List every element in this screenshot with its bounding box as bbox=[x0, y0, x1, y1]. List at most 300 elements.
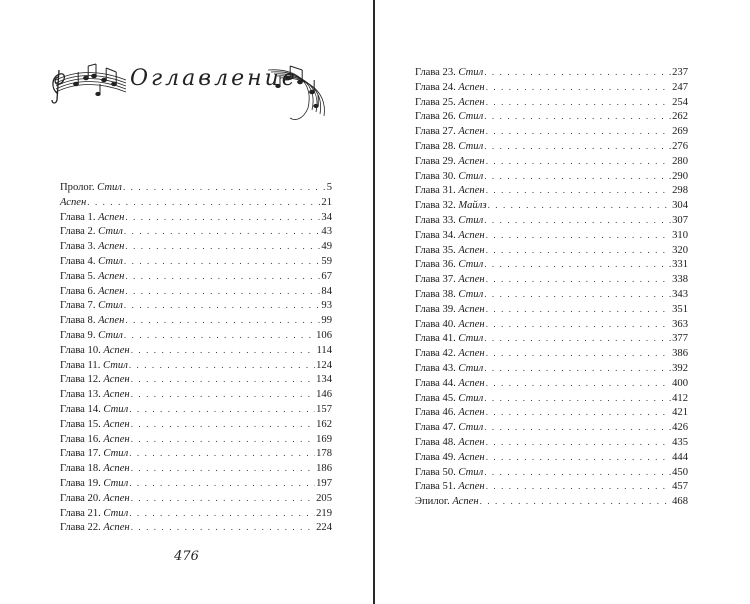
narrator-name: Аспен bbox=[458, 185, 485, 197]
leader-dots bbox=[486, 346, 671, 361]
toc-entry-label bbox=[60, 433, 130, 448]
toc-entry bbox=[415, 287, 688, 302]
toc-entry bbox=[415, 361, 688, 376]
leader-dots bbox=[486, 435, 671, 450]
narrator-name: Стил bbox=[458, 111, 484, 123]
toc-entry-label bbox=[415, 273, 485, 288]
leader-dots bbox=[484, 287, 671, 302]
toc-page-number: 392 bbox=[672, 362, 688, 374]
chapter-number: Глава 20. bbox=[60, 492, 104, 504]
toc-entry bbox=[60, 520, 332, 535]
narrator-name: Стил bbox=[458, 422, 484, 434]
leader-dots bbox=[484, 420, 671, 435]
toc-entry bbox=[60, 446, 332, 461]
chapter-number: Глава 31. bbox=[415, 185, 459, 197]
toc-page-number: 320 bbox=[672, 244, 688, 256]
toc-page-number: 426 bbox=[672, 422, 688, 434]
narrator-name: Майлз bbox=[458, 200, 487, 212]
narrator-name: Аспен bbox=[458, 318, 485, 330]
toc-page-number: 124 bbox=[316, 359, 332, 371]
toc-entry bbox=[60, 269, 332, 284]
narrator-name: Аспен bbox=[103, 418, 130, 430]
toc-entry bbox=[415, 465, 688, 480]
toc-page-number: 219 bbox=[316, 507, 332, 519]
toc-entry-label bbox=[415, 81, 485, 96]
toc-page-number: 21 bbox=[321, 196, 332, 208]
narrator-name: Аспен bbox=[458, 155, 485, 167]
toc-entry-label bbox=[60, 285, 124, 300]
toc-entry-label bbox=[415, 421, 483, 436]
narrator-name: Стил bbox=[458, 288, 484, 300]
chapter-number: Глава 48. bbox=[415, 436, 459, 448]
toc-entry bbox=[60, 387, 332, 402]
toc-page-number: 5 bbox=[326, 182, 332, 193]
leader-dots bbox=[484, 391, 671, 406]
narrator-name: Аспен bbox=[458, 81, 485, 93]
leader-dots bbox=[486, 154, 671, 169]
leader-dots bbox=[484, 139, 671, 154]
toc-page-number: 114 bbox=[316, 344, 332, 356]
toc-page-number: 351 bbox=[672, 303, 688, 315]
chapter-number: Глава 41. bbox=[415, 333, 459, 345]
chapter-number: Глава 50. bbox=[415, 466, 459, 478]
toc-page-number: 43 bbox=[321, 226, 332, 238]
toc-page-number: 186 bbox=[316, 463, 332, 475]
toc-page-number: 34 bbox=[321, 211, 332, 223]
leader-dots bbox=[480, 494, 671, 509]
narrator-name: Аспен bbox=[452, 496, 479, 508]
chapter-number: Глава 40. bbox=[415, 318, 459, 330]
toc-entry bbox=[60, 239, 332, 254]
chapter-number: Глава 42. bbox=[415, 348, 459, 360]
toc-entry bbox=[415, 154, 688, 169]
toc-entry bbox=[60, 372, 332, 387]
toc-page-number: 363 bbox=[672, 318, 688, 330]
chapter-number: Глава 45. bbox=[415, 392, 459, 404]
toc-list-left bbox=[60, 180, 332, 535]
toc-page-number: 450 bbox=[672, 466, 688, 478]
toc-entry bbox=[415, 450, 688, 465]
leader-dots bbox=[124, 298, 320, 313]
leader-dots bbox=[486, 479, 671, 494]
left-page bbox=[0, 0, 373, 604]
toc-entry-label bbox=[60, 329, 123, 344]
toc-page-number: 134 bbox=[316, 374, 332, 386]
narrator-name: Стил bbox=[103, 448, 129, 460]
chapter-number: Глава 24. bbox=[415, 81, 459, 93]
toc-entry-label bbox=[60, 255, 123, 270]
leader-dots bbox=[484, 213, 671, 228]
toc-entry-label bbox=[60, 240, 124, 255]
leader-dots bbox=[486, 302, 671, 317]
toc-entry bbox=[60, 461, 332, 476]
toc-entry bbox=[415, 95, 688, 110]
toc-entry-label bbox=[415, 436, 485, 451]
chapter-number: Глава 30. bbox=[415, 170, 459, 182]
chapter-number: Глава 4. bbox=[60, 255, 99, 267]
chapter-number: Глава 47. bbox=[415, 422, 459, 434]
narrator-name: Аспен bbox=[103, 522, 130, 534]
leader-dots bbox=[131, 491, 315, 506]
toc-entry-label bbox=[60, 388, 130, 403]
toc-entry-label bbox=[60, 211, 124, 226]
narrator-name: Аспен bbox=[458, 451, 485, 463]
toc-entry-label bbox=[415, 362, 483, 377]
chapter-number: Глава 43. bbox=[415, 362, 459, 374]
narrator-name: Аспен bbox=[458, 348, 485, 360]
leader-dots bbox=[129, 446, 315, 461]
chapter-number: Глава 6. bbox=[60, 285, 99, 297]
toc-entry bbox=[60, 298, 332, 313]
narrator-name: Стил bbox=[97, 182, 122, 193]
leader-dots bbox=[124, 328, 315, 343]
toc-entry bbox=[415, 109, 688, 124]
toc-page-number: 304 bbox=[672, 200, 688, 212]
narrator-name: Аспен bbox=[103, 463, 130, 475]
toc-entry bbox=[60, 402, 332, 417]
narrator-name: Стил bbox=[458, 466, 484, 478]
chapter-number: Глава 2. bbox=[60, 226, 99, 238]
toc-entry-label bbox=[415, 495, 479, 510]
chapter-number: Глава 22. bbox=[60, 522, 104, 534]
toc-entry-label bbox=[415, 170, 483, 185]
chapter-number: Пролог. bbox=[60, 182, 98, 193]
chapter-number: Глава 3. bbox=[60, 241, 99, 253]
leader-dots bbox=[484, 465, 671, 480]
narrator-name: Стил bbox=[458, 214, 484, 226]
toc-page-number: 386 bbox=[672, 348, 688, 360]
toc-entry bbox=[415, 183, 688, 198]
chapter-number: Глава 13. bbox=[60, 389, 104, 401]
chapter-number: Глава 14. bbox=[60, 403, 104, 415]
narrator-name: Аспен bbox=[458, 126, 485, 138]
toc-page-number: 435 bbox=[672, 436, 688, 448]
toc-page-number: 197 bbox=[316, 477, 332, 489]
narrator-name: Стил bbox=[103, 477, 129, 489]
chapter-number: Глава 36. bbox=[415, 259, 459, 271]
toc-entry bbox=[415, 198, 688, 213]
toc-page-number: 276 bbox=[672, 140, 688, 152]
leader-dots bbox=[129, 506, 315, 521]
leader-dots bbox=[125, 284, 320, 299]
toc-entry bbox=[415, 331, 688, 346]
narrator-name: Аспен bbox=[98, 285, 125, 297]
toc-entry-label bbox=[415, 96, 485, 111]
toc-entry bbox=[415, 213, 688, 228]
toc-entry-label bbox=[415, 318, 485, 333]
toc-entry bbox=[60, 417, 332, 432]
toc-entry-label bbox=[415, 332, 483, 347]
leader-dots bbox=[486, 95, 671, 110]
toc-page-number: 310 bbox=[672, 229, 688, 241]
toc-page-number: 262 bbox=[672, 111, 688, 123]
leader-dots bbox=[486, 80, 671, 95]
chapter-number: Глава 38. bbox=[415, 288, 459, 300]
contents-heading bbox=[46, 48, 336, 128]
narrator-name: Стил bbox=[98, 226, 123, 238]
toc-page-number: 298 bbox=[672, 185, 688, 197]
page-number: 476 bbox=[174, 549, 199, 564]
leader-dots bbox=[484, 331, 671, 346]
chapter-number: Глава 5. bbox=[60, 270, 99, 282]
toc-entry bbox=[415, 272, 688, 287]
toc-entry bbox=[60, 224, 332, 239]
toc-entry-label bbox=[415, 214, 483, 229]
toc-entry-label bbox=[415, 66, 483, 81]
toc-page-number: 59 bbox=[321, 255, 332, 267]
toc-entry bbox=[60, 358, 332, 373]
chapter-number: Глава 32. bbox=[415, 200, 459, 212]
toc-page-number: 338 bbox=[672, 274, 688, 286]
toc-entry bbox=[415, 405, 688, 420]
narrator-name: Аспен bbox=[98, 211, 125, 223]
leader-dots bbox=[486, 317, 671, 332]
toc-entry-label bbox=[60, 477, 128, 492]
toc-entry-label bbox=[415, 288, 483, 303]
toc-entry-label bbox=[415, 480, 485, 495]
toc-entry-label bbox=[60, 270, 124, 285]
toc-entry-label bbox=[415, 406, 485, 421]
leader-dots bbox=[131, 461, 315, 476]
leader-dots bbox=[131, 417, 315, 432]
toc-list-right bbox=[415, 65, 688, 509]
leader-dots bbox=[125, 313, 320, 328]
chapter-number: Глава 8. bbox=[60, 315, 99, 327]
toc-page-number: 280 bbox=[672, 155, 688, 167]
narrator-name: Аспен bbox=[458, 229, 485, 241]
leader-dots bbox=[87, 195, 320, 210]
narrator-name: Аспен bbox=[458, 244, 485, 256]
toc-entry-label bbox=[60, 314, 124, 329]
toc-page-number: 247 bbox=[672, 81, 688, 93]
chapter-number: Глава 1. bbox=[60, 211, 99, 223]
leader-dots bbox=[486, 376, 671, 391]
narrator-name: Аспен bbox=[103, 492, 130, 504]
toc-entry-label bbox=[60, 344, 130, 359]
chapter-number: Глава 10. bbox=[60, 344, 104, 356]
toc-page-number: 307 bbox=[672, 214, 688, 226]
chapter-number: Глава 21. bbox=[60, 507, 104, 519]
toc-entry-label bbox=[60, 373, 130, 388]
toc-entry-label bbox=[60, 521, 130, 536]
leader-dots bbox=[131, 520, 315, 535]
toc-entry-label bbox=[60, 447, 128, 462]
leader-dots bbox=[131, 432, 315, 447]
toc-page-number: 146 bbox=[316, 389, 332, 401]
leader-dots bbox=[124, 224, 320, 239]
toc-entry bbox=[415, 391, 688, 406]
narrator-name: Стил bbox=[103, 507, 129, 519]
toc-entry-label bbox=[60, 359, 128, 374]
narrator-name: Аспен bbox=[103, 344, 130, 356]
chapter-number: Глава 28. bbox=[415, 140, 459, 152]
toc-entry bbox=[60, 195, 332, 210]
toc-entry bbox=[415, 479, 688, 494]
toc-page-number: 84 bbox=[321, 285, 332, 297]
leader-dots bbox=[486, 228, 671, 243]
toc-page-number: 205 bbox=[316, 492, 332, 504]
narrator-name: Стил bbox=[458, 392, 484, 404]
leader-dots bbox=[125, 210, 320, 225]
leader-dots bbox=[484, 361, 671, 376]
leader-dots bbox=[131, 343, 316, 358]
toc-entry-label bbox=[415, 258, 483, 273]
narrator-name: Стил bbox=[103, 359, 128, 371]
toc-page-number: 106 bbox=[316, 329, 332, 341]
chapter-number: Глава 19. bbox=[60, 477, 104, 489]
toc-entry bbox=[60, 432, 332, 447]
toc-page-number: 421 bbox=[672, 407, 688, 419]
toc-entry bbox=[60, 254, 332, 269]
toc-page-number: 290 bbox=[672, 170, 688, 182]
toc-page-number: 93 bbox=[321, 300, 332, 312]
toc-entry-label bbox=[415, 155, 485, 170]
chapter-number: Глава 34. bbox=[415, 229, 459, 241]
chapter-number: Глава 51. bbox=[415, 481, 459, 493]
toc-entry bbox=[60, 506, 332, 521]
toc-entry-label bbox=[415, 110, 483, 125]
leader-dots bbox=[123, 180, 326, 195]
toc-page-number: 468 bbox=[672, 496, 688, 508]
toc-entry bbox=[60, 328, 332, 343]
chapter-number: Глава 16. bbox=[60, 433, 104, 445]
leader-dots bbox=[486, 183, 671, 198]
leader-dots bbox=[129, 476, 315, 491]
toc-page-number: 377 bbox=[672, 333, 688, 345]
toc-page-number: 269 bbox=[672, 126, 688, 138]
toc-page-number: 254 bbox=[672, 96, 688, 108]
narrator-name: Аспен bbox=[98, 241, 125, 253]
toc-entry-label bbox=[415, 377, 485, 392]
toc-entry bbox=[415, 80, 688, 95]
toc-entry bbox=[415, 494, 688, 509]
toc-page-number: 237 bbox=[672, 67, 688, 78]
toc-entry bbox=[60, 180, 332, 195]
leader-dots bbox=[486, 405, 671, 420]
narrator-name: Стил bbox=[458, 140, 484, 152]
toc-entry-label bbox=[60, 181, 122, 196]
leader-dots bbox=[484, 65, 671, 80]
toc-entry-label bbox=[60, 225, 123, 240]
leader-dots bbox=[486, 450, 671, 465]
chapter-number: Глава 27. bbox=[415, 126, 459, 138]
toc-page-number: 67 bbox=[321, 270, 332, 282]
toc-entry bbox=[415, 435, 688, 450]
toc-entry bbox=[60, 476, 332, 491]
chapter-number: Глава 49. bbox=[415, 451, 459, 463]
chapter-number: Глава 26. bbox=[415, 111, 459, 123]
chapter-number: Глава 29. bbox=[415, 155, 459, 167]
toc-entry bbox=[415, 420, 688, 435]
narrator-name: Аспен bbox=[458, 303, 485, 315]
leader-dots bbox=[131, 372, 315, 387]
chapter-number: Глава 25. bbox=[415, 96, 459, 108]
chapter-number: Глава 12. bbox=[60, 374, 104, 386]
leader-dots bbox=[484, 169, 671, 184]
toc-entry bbox=[60, 491, 332, 506]
leader-dots bbox=[486, 272, 671, 287]
toc-entry-label bbox=[415, 392, 483, 407]
narrator-name: Аспен bbox=[98, 315, 125, 327]
toc-entry-label bbox=[60, 462, 130, 477]
toc-entry bbox=[60, 313, 332, 328]
toc-entry bbox=[415, 124, 688, 139]
toc-entry-label bbox=[415, 199, 487, 214]
toc-entry-label bbox=[415, 229, 485, 244]
toc-entry bbox=[415, 228, 688, 243]
toc-page-number: 343 bbox=[672, 288, 688, 300]
toc-entry bbox=[60, 343, 332, 358]
narrator-name: Стил bbox=[103, 403, 129, 415]
narrator-name: Стил bbox=[98, 300, 123, 312]
toc-entry bbox=[415, 317, 688, 332]
narrator-name: Аспен bbox=[103, 433, 130, 445]
leader-dots bbox=[486, 243, 671, 258]
narrator-name: Аспен bbox=[458, 436, 485, 448]
narrator-name: Стил bbox=[458, 362, 484, 374]
toc-entry-label bbox=[415, 303, 485, 318]
leader-dots bbox=[125, 269, 320, 284]
toc-entry bbox=[415, 257, 688, 272]
chapter-number: Глава 18. bbox=[60, 463, 104, 475]
narrator-name: Стил bbox=[458, 259, 484, 271]
chapter-number: Глава 35. bbox=[415, 244, 459, 256]
narrator-name: Стил bbox=[458, 333, 484, 345]
toc-page-number: 444 bbox=[672, 451, 688, 463]
toc-entry bbox=[415, 139, 688, 154]
toc-entry-label bbox=[60, 492, 130, 507]
chapter-number: Глава 44. bbox=[415, 377, 459, 389]
toc-page-number: 162 bbox=[316, 418, 332, 430]
toc-entry-label bbox=[415, 466, 483, 481]
chapter-number: Глава 46. bbox=[415, 407, 459, 419]
toc-entry bbox=[415, 169, 688, 184]
toc-page-number: 400 bbox=[672, 377, 688, 389]
toc-entry bbox=[415, 302, 688, 317]
narrator-name: Аспен bbox=[458, 481, 485, 493]
right-page bbox=[375, 0, 750, 604]
toc-page-number: 331 bbox=[672, 259, 688, 271]
toc-page-number: 412 bbox=[672, 392, 688, 404]
chapter-number: Глава 11. bbox=[60, 359, 104, 371]
toc-entry bbox=[415, 376, 688, 391]
toc-entry bbox=[60, 284, 332, 299]
leader-dots bbox=[488, 198, 672, 213]
chapter-number: Глава 37. bbox=[415, 274, 459, 286]
chapter-number: Глава 15. bbox=[60, 418, 104, 430]
narrator-name: Аспен bbox=[103, 374, 130, 386]
leader-dots bbox=[484, 109, 671, 124]
leader-dots bbox=[129, 402, 315, 417]
toc-entry-label bbox=[60, 299, 123, 314]
leader-dots bbox=[129, 358, 315, 373]
leader-dots bbox=[131, 387, 315, 402]
toc-entry bbox=[60, 210, 332, 225]
narrator-name: Аспен bbox=[98, 270, 125, 282]
chapter-number: Эпилог. bbox=[415, 496, 453, 508]
toc-entry-label bbox=[415, 244, 485, 259]
toc-entry-label bbox=[60, 196, 86, 211]
chapter-number: Глава 7. bbox=[60, 300, 99, 312]
narrator-name: Стил bbox=[458, 170, 484, 182]
toc-entry-label bbox=[415, 140, 483, 155]
toc-page-number: 224 bbox=[316, 522, 332, 534]
chapter-number: Глава 9. bbox=[60, 329, 99, 341]
toc-page-number: 49 bbox=[321, 241, 332, 253]
chapter-number: Глава 39. bbox=[415, 303, 459, 315]
chapter-number: Глава 23. bbox=[415, 67, 459, 78]
toc-entry bbox=[415, 65, 688, 80]
